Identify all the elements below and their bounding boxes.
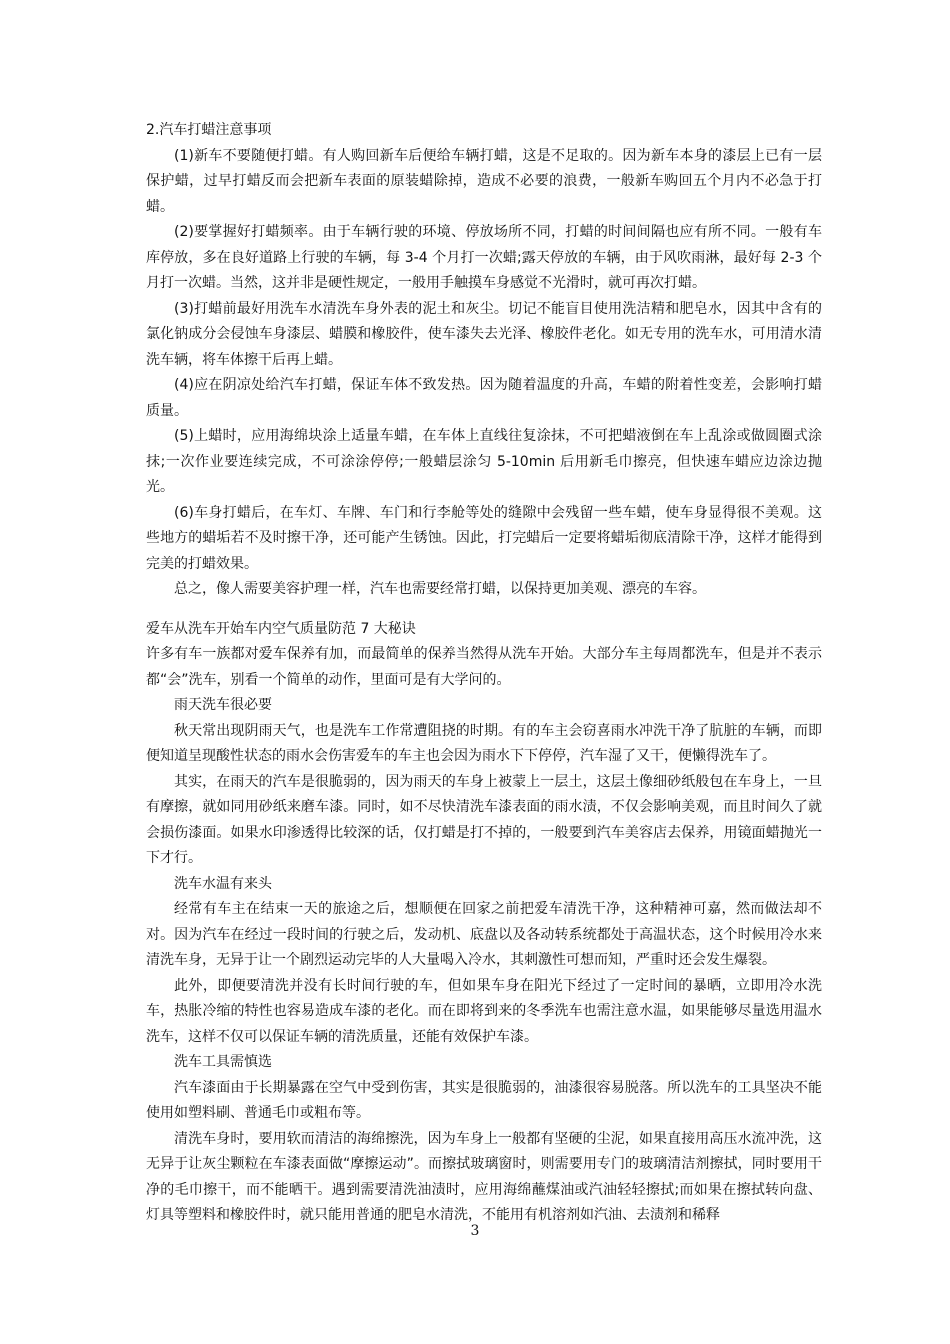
paragraph: 其实，在雨天的汽车是很脆弱的，因为雨天的车身上被蒙上一层土，这层土像细砂纸般包在车身上，一旦有摩擦，就如同用砂纸来磨车漆。同时，如不尽快清洗车漆表面的雨水渍，不仅会影响美观，而且时间久了就会损伤漆面。如果水印渗透得比较深的话，仅打蜡是打不掉的，一般要到汽车美容店去保养，用镜面蜡抛光一下才行。 <box>146 773 822 866</box>
paragraph: 汽车漆面由于长期暴露在空气中受到伤害，其实是很脆弱的，油漆很容易脱落。所以洗车的工具坚决不能使用如塑料刷、普通毛巾或粗布等。 <box>146 1079 822 1121</box>
subheading: 洗车工具需慎选 <box>174 1054 272 1070</box>
paragraph: 此外，即便要清洗并没有长时间行驶的车，但如果车身在阳光下经过了一定时间的暴晒，立即用冷水洗车，热胀冷缩的特性也容易造成车漆的老化。而在即将到来的冬季洗车也需注意水温，如果能够尽量选用温水洗车，这样不仅可以保证车辆的清洗质量，还能有效保护车漆。 <box>146 977 822 1045</box>
page-number: 3 <box>470 1223 480 1239</box>
paragraph: 清洗车身时，要用软而清洁的海绵擦洗，因为车身上一般都有坚硬的尘泥，如果直接用高压水流冲洗，这无异于让灰尘颗粒在车漆表面做“摩擦运动”。而擦拭玻璃窗时，则需要用专门的玻璃清洁剂擦拭，同时要用干净的毛巾擦干，而不能晒干。遇到需要清洗油渍时，应用海绵蘸煤油或汽油轻轻擦拭;而如果在擦拭转向盘、灯具等塑料和橡胶件时，就只能用普通的肥皂水清洗，不能用有机溶剂如汽油、去渍剂和稀释 <box>146 1130 822 1223</box>
section-heading: 爱车从洗车开始车内空气质量防范 7 大秘诀 <box>146 620 416 637</box>
body-text <box>146 118 822 1229</box>
subheading: 雨天洗车很必要 <box>174 697 272 713</box>
paragraph: 许多有车一族都对爱车保养有加，而最简单的保养当然得从洗车开始。大部分车主每周都洗车，但是并不表示都“会”洗车，别看一个简单的动作，里面可是有大学问的。 <box>146 646 822 688</box>
paragraph: 秋天常出现阴雨天气，也是洗车工作常遭阻挠的时期。有的车主会窃喜雨水冲洗干净了肮脏的车辆，而即便知道呈现酸性状态的雨水会伤害爱车的车主也会因为雨水下下停停，汽车湿了又干，便懒得洗车了。 <box>146 722 822 764</box>
paragraph: (3)打蜡前最好用洗车水清洗车身外表的泥土和灰尘。切记不能盲目使用洗洁精和肥皂水，因其中含有的氯化钠成分会侵蚀车身漆层、蜡膜和橡胶件，使车漆失去光泽、橡胶件老化。如无专用的洗车水，可用清水清洗车辆，将车体擦干后再上蜡。 <box>146 300 822 368</box>
paragraph: (5)上蜡时，应用海绵块涂上适量车蜡，在车体上直线往复涂抹，不可把蜡液倒在车上乱涂或做圆圈式涂抹;一次作业要连续完成，不可涂涂停停;一般蜡层涂匀 5-10min 后用新毛巾擦亮，但快速车蜡应边涂边抛光。 <box>146 428 822 495</box>
subheading: 洗车水温有来头 <box>174 875 272 892</box>
paragraph: (1)新车不要随便打蜡。有人购回新车后便给车辆打蜡，这是不足取的。因为新车本身的漆层上已有一层保护蜡，过早打蜡反而会把新车表面的原装蜡除掉，造成不必要的浪费，一般新车购回五个月内不必急于打蜡。 <box>146 147 822 215</box>
paragraph: 总之，像人需要美容护理一样，汽车也需要经常打蜡，以保持更加美观、漂亮的车容。 <box>174 581 706 597</box>
spacer <box>146 603 822 617</box>
paragraph: 经常有车主在结束一天的旅途之后，想顺便在回家之前把爱车清洗干净，这种精神可嘉，然而做法却不对。因为汽车在经过一段时间的行驶之后，发动机、底盘以及各动转系统都处于高温状态，这个时候用冷水来清洗车身，无异于让一个剧烈运动完毕的人大量喝入冷水，其刺激性可想而知，严重时还会发生爆裂。 <box>146 901 822 968</box>
paragraph: (4)应在阴凉处给汽车打蜡，保证车体不致发热。因为随着温度的升高，车蜡的附着性变差，会影响打蜡质量。 <box>146 377 822 419</box>
paragraph: (2)要掌握好打蜡频率。由于车辆行驶的环境、停放场所不同，打蜡的时间间隔也应有所不同。一般有车库停放，多在良好道路上行驶的车辆，每 3-4 个月打一次蜡;露天停放的车辆，由于风吹雨淋，最好每 2-3 个月打一次蜡。当然，这并非是硬性规定，一般用手触摸车身感觉不光滑时，就可再次打蜡。 <box>146 224 822 291</box>
paragraph: (6)车身打蜡后，在车灯、车牌、车门和行李舱等处的缝隙中会残留一些车蜡，使车身显得很不美观。这些地方的蜡垢若不及时擦干净，还可能产生锈蚀。因此，打完蜡后一定要将蜡垢彻底清除干净，这样才能得到完美的打蜡效果。 <box>146 504 822 572</box>
section-heading: 2.汽车打蜡注意事项 <box>146 122 272 138</box>
